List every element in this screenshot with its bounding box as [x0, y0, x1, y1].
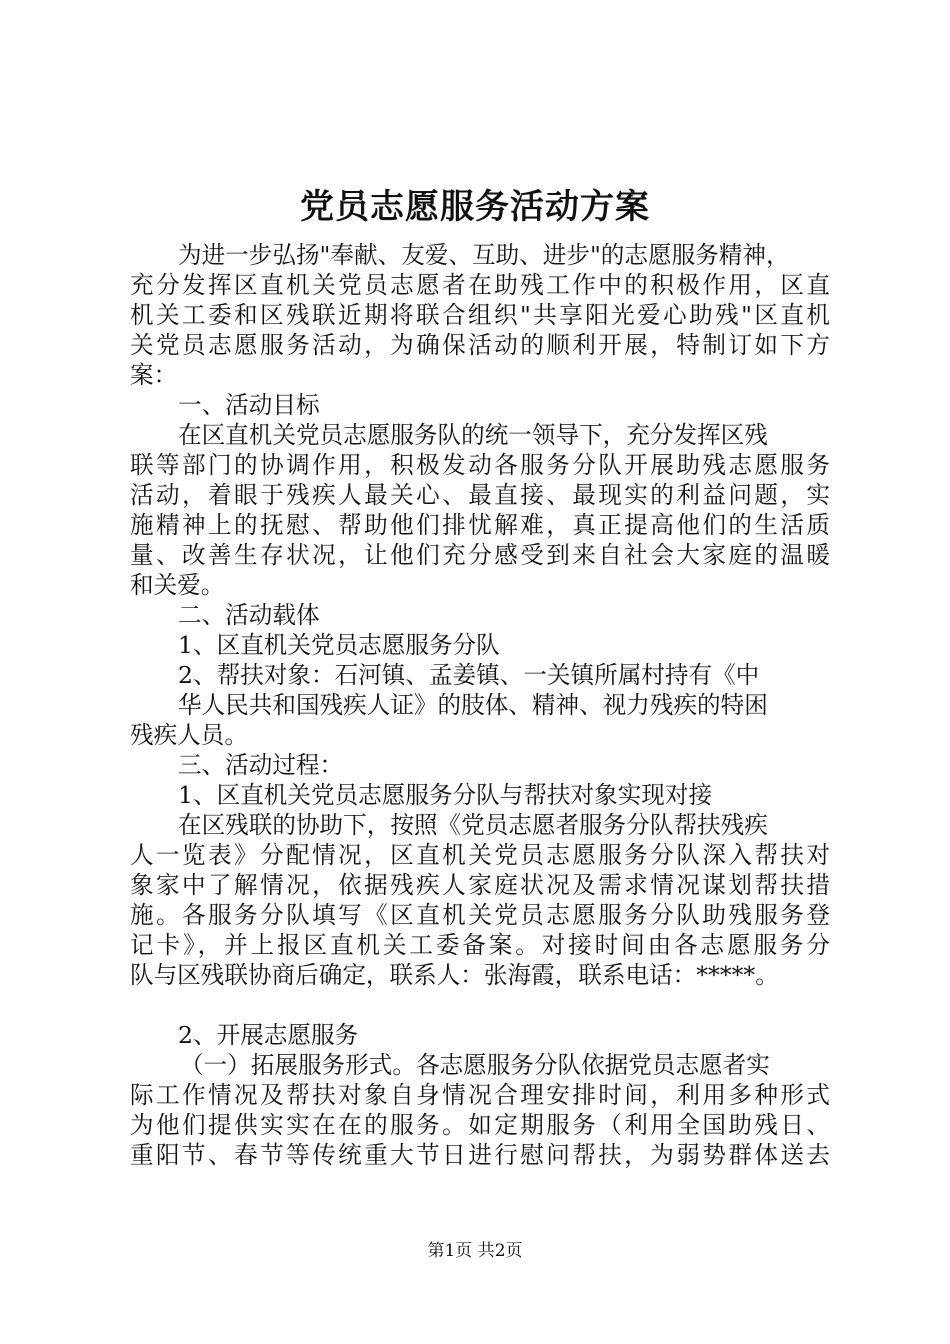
- paragraph-line: 重阳节、春节等传统重大节日进行慰问帮扶，为弱势群体送去: [130, 1141, 830, 1169]
- paragraph-line: 施精神上的抚慰、帮助他们排忧解难，真正提高他们的生活质: [130, 511, 830, 539]
- list-item: 1、区直机关党员志愿服务分队与帮扶对象实现对接: [178, 781, 713, 809]
- paragraph-line: 案：: [130, 361, 178, 389]
- document-body: [130, 240, 830, 1170]
- paragraph-line: 施。各服务分队填写《区直机关党员志愿服务分队助残服务登: [130, 901, 830, 929]
- paragraph-line: 联等部门的协调作用，积极发动各服务分队开展助残志愿服务: [130, 451, 830, 479]
- paragraph-line: 为他们提供实实在在的服务。如定期服务（利用全国助残日、: [130, 1111, 830, 1139]
- section-heading: 三、活动过程：: [178, 751, 344, 779]
- paragraph-line: 活动，着眼于残疾人最关心、最直接、最现实的利益问题，实: [130, 481, 830, 509]
- paragraph-line: 量、改善生存状况，让他们充分感受到来自社会大家庭的温暖: [130, 541, 830, 569]
- document-title: 党员志愿服务活动方案: [300, 187, 650, 227]
- paragraph-line: 华人民共和国残疾人证》的肢体、精神、视力残疾的特困: [178, 691, 768, 719]
- paragraph-line: （一）拓展服务形式。各志愿服务分队依据党员志愿者实: [180, 1051, 770, 1079]
- paragraph-line: 为进一步弘扬"奉献、友爱、互助、进步"的志愿服务精神，: [178, 241, 790, 269]
- list-item: 1、区直机关党员志愿服务分队: [178, 631, 500, 659]
- paragraph-line: 在区残联的协助下，按照《党员志愿者服务分队帮扶残疾: [178, 811, 768, 839]
- paragraph-line: 机关工委和区残联近期将联合组织"共享阳光爱心助残"区直机: [130, 301, 830, 329]
- blank-line: [130, 990, 830, 1020]
- paragraph-line: 在区直机关党员志愿服务队的统一领导下，充分发挥区残: [178, 421, 768, 449]
- page-footer: 第1页 共2页: [427, 1241, 523, 1261]
- paragraph-line: 关党员志愿服务活动，为确保活动的顺利开展，特制订如下方: [130, 331, 830, 359]
- paragraph-line: 残疾人员。: [130, 721, 248, 749]
- list-item: 2、帮扶对象：石河镇、孟姜镇、一关镇所属村持有《中: [178, 661, 760, 689]
- paragraph-line: 人一览表》分配情况，区直机关党员志愿服务分队深入帮扶对: [130, 841, 830, 869]
- paragraph-line: 象家中了解情况，依据残疾人家庭状况及需求情况谋划帮扶措: [130, 871, 830, 899]
- paragraph-line: 充分发挥区直机关党员志愿者在助残工作中的积极作用，区直: [130, 271, 830, 299]
- list-item: 2、开展志愿服务: [178, 1021, 359, 1049]
- paragraph-line: 记卡》，并上报区直机关工委备案。对接时间由各志愿服务分: [130, 931, 830, 959]
- section-heading: 二、活动载体: [178, 601, 320, 629]
- paragraph-line: 际工作情况及帮扶对象自身情况合理安排时间，利用多种形式: [130, 1081, 830, 1109]
- paragraph-line: 队与区残联协商后确定，联系人：张海霞，联系电话：*****。: [130, 961, 779, 989]
- paragraph-line: 和关爱。: [130, 571, 225, 599]
- section-heading: 一、活动目标: [178, 391, 320, 419]
